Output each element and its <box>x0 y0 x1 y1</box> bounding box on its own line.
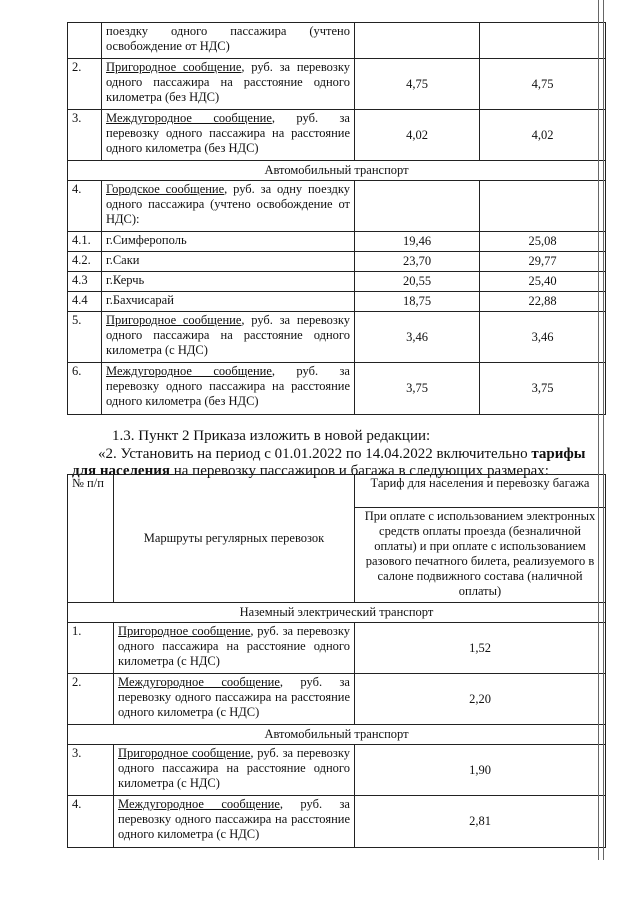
section-row <box>68 603 606 623</box>
value-1: 23,70 <box>355 252 480 272</box>
route-description: Пригородное сообщение, руб. за перевозку одного пассажира на расстояние одного километра (с НДС) <box>114 623 355 674</box>
row-number <box>68 23 102 59</box>
row-number: 4.3 <box>68 272 102 292</box>
table-row <box>68 796 606 848</box>
table-row <box>68 272 606 292</box>
table-row <box>68 181 606 232</box>
value-1 <box>355 181 480 232</box>
table-row <box>68 312 606 363</box>
value-1: 19,46 <box>355 232 480 252</box>
value-2 <box>480 181 606 232</box>
table-row <box>68 623 606 674</box>
table-row <box>68 674 606 725</box>
header-payment: При оплате с использованием электронных средств оплаты проезда (безналичной оплаты) и при оплате с использованием разового печатного билета, реализуемого в салоне подвижного состава (наличной оплаты) <box>355 508 606 603</box>
route-description: Городское сообщение, руб. за одну поездку одного пассажира (учтено освобождение от НДС): <box>102 181 355 232</box>
value-1: 3,75 <box>355 363 480 415</box>
section-title: Автомобильный транспорт <box>68 725 606 745</box>
table-row <box>68 252 606 272</box>
table-row <box>68 23 606 59</box>
row-number: 4.4 <box>68 292 102 312</box>
value-2: 25,40 <box>480 272 606 292</box>
route-description: Пригородное сообщение, руб. за перевозку одного пассажира на расстояние одного километра (с НДС) <box>114 745 355 796</box>
header-row <box>68 475 606 508</box>
value-2: 4,02 <box>480 110 606 161</box>
amendment-paragraph: 1.3. Пункт 2 Приказа изложить в новой редакции: <box>112 428 431 444</box>
city-name: г.Бахчисарай <box>102 292 355 312</box>
value-1: 20,55 <box>355 272 480 292</box>
value-1: 18,75 <box>355 292 480 312</box>
route-description: Междугородное сообщение, руб. за перевозку одного пассажира на расстояние одного километра (без НДС) <box>102 110 355 161</box>
scan-line <box>603 0 604 860</box>
table-row <box>68 363 606 415</box>
value-2 <box>480 23 606 59</box>
route-description: Междугородное сообщение, руб. за перевозку одного пассажира на расстояние одного километра (с НДС) <box>114 674 355 725</box>
section-title: Автомобильный транспорт <box>68 161 606 181</box>
city-name: г.Саки <box>102 252 355 272</box>
section-row <box>68 161 606 181</box>
tariff-value: 2,81 <box>355 796 606 848</box>
table-row <box>68 110 606 161</box>
table-row <box>68 292 606 312</box>
tariff-intro-line-2: для населения на перевозку пассажиров и багажа в следующих размерах: <box>72 463 549 479</box>
value-2: 25,08 <box>480 232 606 252</box>
value-1 <box>355 23 480 59</box>
value-2: 3,75 <box>480 363 606 415</box>
value-1: 4,02 <box>355 110 480 161</box>
city-name: г.Симферополь <box>102 232 355 252</box>
route-description: Пригородное сообщение, руб. за перевозку одного пассажира на расстояние одного километра (с НДС) <box>102 312 355 363</box>
row-number: 3. <box>68 110 102 161</box>
row-number: 2. <box>68 59 102 110</box>
row-number: 4. <box>68 181 102 232</box>
row-number: 4.2. <box>68 252 102 272</box>
header-routes: Маршруты регулярных перевозок <box>114 475 355 603</box>
tariff-intro-line: «2. Установить на период с 01.01.2022 по 14.04.2022 включительно тарифы <box>98 446 586 462</box>
header-number: № п/п <box>68 475 114 603</box>
row-number: 4. <box>68 796 114 848</box>
tariff-table <box>67 474 606 848</box>
header-tariff: Тариф для населения и перевозку багажа <box>355 475 606 508</box>
section-row <box>68 725 606 745</box>
table-row <box>68 59 606 110</box>
row-number: 3. <box>68 745 114 796</box>
route-description: Пригородное сообщение, руб. за перевозку одного пассажира на расстояние одного километра (без НДС) <box>102 59 355 110</box>
value-2: 3,46 <box>480 312 606 363</box>
row-number: 2. <box>68 674 114 725</box>
tariff-value: 2,20 <box>355 674 606 725</box>
route-description: Междугородное сообщение, руб. за перевозку одного пассажира на расстояние одного километра (с НДС) <box>114 796 355 848</box>
table-row <box>68 232 606 252</box>
route-description: Междугородное сообщение, руб. за перевозку одного пассажира на расстояние одного километра (без НДС) <box>102 363 355 415</box>
tariff-table-continued <box>67 22 606 415</box>
value-2: 22,88 <box>480 292 606 312</box>
tariff-value: 1,52 <box>355 623 606 674</box>
section-title: Наземный электрический транспорт <box>68 603 606 623</box>
value-2: 29,77 <box>480 252 606 272</box>
row-number: 1. <box>68 623 114 674</box>
scan-line <box>598 0 599 860</box>
row-number: 5. <box>68 312 102 363</box>
value-1: 4,75 <box>355 59 480 110</box>
route-description: поездку одного пассажира (учтено освобождение от НДС) <box>102 23 355 59</box>
value-2: 4,75 <box>480 59 606 110</box>
row-number: 6. <box>68 363 102 415</box>
tariff-value: 1,90 <box>355 745 606 796</box>
table-row <box>68 745 606 796</box>
city-name: г.Керчь <box>102 272 355 292</box>
row-number: 4.1. <box>68 232 102 252</box>
value-1: 3,46 <box>355 312 480 363</box>
